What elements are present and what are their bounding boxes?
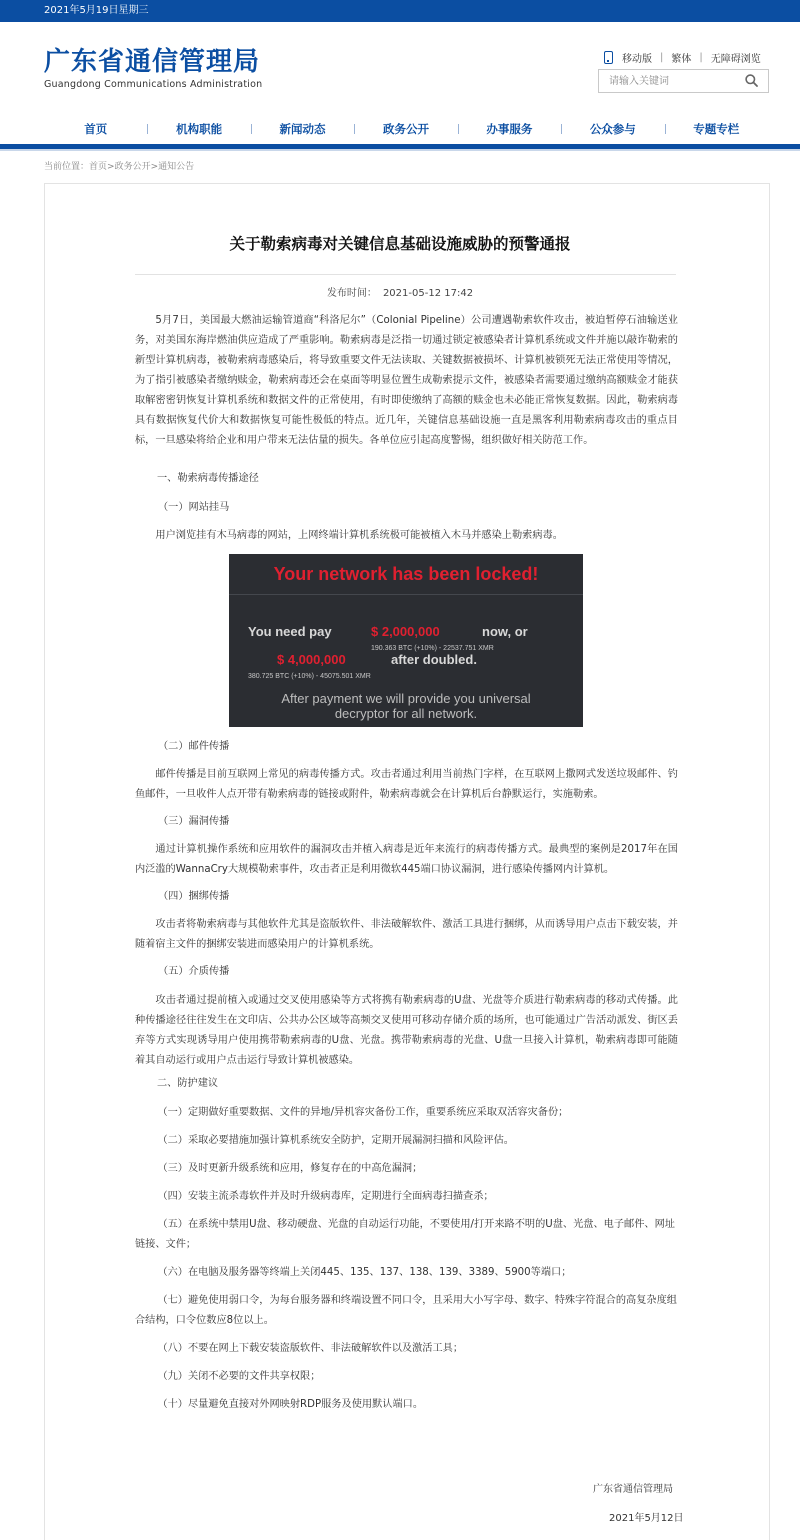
suggestion-item: （五）在系统中禁用U盘、移动硬盘、光盘的自动运行功能，不要使用/打开来路不明的U盘、光盘、电子邮件、网址链接、文件； xyxy=(135,1219,675,1250)
subheading-bundling: （四）捆绑传播 xyxy=(158,891,230,902)
ransom-note-image xyxy=(229,554,583,727)
suggestion-item: （七）避免使用弱口令，为每台服务器和终端设置不同口令，且采用大小写字母、数字、特殊字符混合的高复杂度组合结构，口令位数应8位以上。 xyxy=(135,1295,677,1326)
title-divider xyxy=(135,274,676,275)
nav-item-public-participation[interactable]: 公众参与 xyxy=(561,118,664,140)
suggestion-item: （六）在电脑及服务器等终端上关闭445、135、137、138、139、3389、5900等端口； xyxy=(157,1267,572,1278)
signature-date: 2021年5月12日 xyxy=(609,1513,684,1524)
mobile-version-link[interactable]: 移动版 xyxy=(622,53,652,65)
nav-underline-light xyxy=(0,149,800,151)
paragraph-email: 邮件传播是目前互联网上常见的病毒传播方式。攻击者通过利用当前热门字样，在互联网上撒网式发送垃圾邮件、钓鱼邮件，一旦收件人点开带有勒索病毒的链接或附件，勒索病毒就会在计算机后台静默运行，实施勒索。 xyxy=(135,769,678,800)
paragraph-media: 攻击者通过提前植入或通过交叉使用感染等方式将携有勒索病毒的U盘、光盘等介质进行勒索病毒的移动式传播。此种传播途径往往发生在文印店、公共办公区域等高频交叉使用可移动存储介质的场所，也可能通过广告活动派发、街区丢弃等方式实现诱导用户使用携带勒索病毒的U盘、光盘。携带勒索病毒的光盘、U盘一旦接入计算机，勒索病毒即可能随着其自动运行或用户点击运行导致计算机被感染。 xyxy=(135,995,678,1066)
breadcrumb-item-home[interactable]: 首页 xyxy=(89,162,108,172)
suggestion-item: （一）定期做好重要数据、文件的异地/异机容灾备份工作，重要系统应采取双活容灾备份； xyxy=(157,1107,569,1118)
suggestion-item: （八）不要在网上下载安装盗版软件、非法破解软件以及激活工具； xyxy=(157,1343,464,1354)
suggestion-item: （三）及时更新升级系统和应用，修复存在的中高危漏洞； xyxy=(157,1163,423,1174)
main-nav xyxy=(0,118,800,144)
current-date: 2021年5月19日星期三 xyxy=(44,5,149,16)
publish-time-label: 发布时间： xyxy=(326,288,377,299)
paragraph-website: 用户浏览挂有木马病毒的网站，上网终端计算机系统极可能被植入木马并感染上勒索病毒。 xyxy=(155,530,563,541)
quick-link-divider: | xyxy=(660,51,664,63)
subheading-website: （一）网站挂马 xyxy=(158,502,230,513)
publish-time-value: 2021-05-12 17:42 xyxy=(382,288,474,299)
quick-links xyxy=(604,49,761,65)
ransom-divider xyxy=(229,594,583,595)
ransom-footer-2: decryptor for all network. xyxy=(334,706,478,721)
ransom-now-or-text: now, or xyxy=(482,624,528,639)
article-intro: 5月7日，美国最大燃油运输管道商“科洛尼尔”（Colonial Pipeline）公司遭遇勒索软件攻击，被迫暂停石油输送业务，对美国东海岸燃油供应造成了严重影响。勒索病毒是泛指一切通过锁定被感染者计算机系统或文件并施以敲诈勒索的新型计算机病毒，被勒索病毒感染后，将导致重要文件无法读取、关键数据被损坏、计算机被锁死无法正常使用等情况，为了指引被感染者缴纳赎金，勒索病毒还会在桌面等明显位置生成勒索提示文件，被感染者需要通过缴纳高额赎金才能获取解密密钥恢复计算机系统和数据文件的正常使用，有时即使缴纳了高额的赎金也未必能正常恢复数据。因此，勒索病毒具有数据恢复代价大和数据恢复可能性极低的特点。近几年，关键信息基础设施一直是黑客利用勒索病毒攻击的重点目标，一旦感染将给企业和用户带来无法估量的损失。各单位应引起高度警惕，组织做好相关防范工作。 xyxy=(135,315,678,446)
breadcrumb xyxy=(44,161,194,173)
ransom-headline: Your network has been locked! xyxy=(273,564,539,584)
site-logo-subtitle: Guangdong Communications Administration xyxy=(44,79,263,90)
nav-item-functions[interactable]: 机构职能 xyxy=(147,118,250,140)
ransom-footer-1: After payment we will provide you universal xyxy=(281,691,531,706)
ransom-crypto-1: 190.363 BTC (+10%) - 22537.751 XMR xyxy=(371,645,494,652)
subheading-email: （二）邮件传播 xyxy=(158,741,230,752)
search-box xyxy=(598,69,769,93)
ransom-amount-1: $ 2,000,000 xyxy=(371,624,440,639)
suggestion-item: （二）采取必要措施加强计算机系统安全防护，定期开展漏洞扫描和风险评估。 xyxy=(157,1135,514,1146)
top-bar xyxy=(0,0,800,22)
nav-item-home[interactable]: 首页 xyxy=(84,122,108,136)
breadcrumb-separator: > xyxy=(107,162,115,172)
ransom-pay-text: You need pay xyxy=(248,624,332,639)
nav-item-government-affairs[interactable]: 政务公开 xyxy=(354,118,457,140)
breadcrumb-separator: > xyxy=(150,162,159,172)
ransom-doubled-text: after doubled. xyxy=(391,652,477,667)
paragraph-vulnerability: 通过计算机操作系统和应用软件的漏洞攻击并植入病毒是近年来流行的病毒传播方式。最典型的案例是2017年在国内泛滥的WannaCry大规模勒索事件，攻击者正是利用微软445端口协议漏洞，进行感染传播网内计算机。 xyxy=(135,844,678,875)
search-input[interactable] xyxy=(599,70,739,92)
accessible-browsing-link[interactable]: 无障碍浏览 xyxy=(710,53,761,65)
site-logo-title[interactable]: 广东省通信管理局 xyxy=(44,47,261,77)
mobile-phone-icon xyxy=(604,51,613,64)
site-header xyxy=(0,22,800,118)
paragraph-bundling: 攻击者将勒索病毒与其他软件尤其是盗版软件、非法破解软件、激活工具进行捆绑，从而诱导用户点击下载安装，并随着宿主文件的捆绑安装进而感染用户的计算机系统。 xyxy=(135,919,678,950)
subheading-media: （五）介质传播 xyxy=(158,966,230,977)
ransom-crypto-2: 380.725 BTC (+10%) - 45075.501 XMR xyxy=(248,673,371,680)
quick-link-divider: | xyxy=(699,51,703,63)
traditional-chinese-link[interactable]: 繁体 xyxy=(671,53,692,65)
publish-time xyxy=(0,288,800,300)
nav-item-services[interactable]: 办事服务 xyxy=(458,118,561,140)
signature-organization: 广东省通信管理局 xyxy=(593,1484,673,1495)
ransom-amount-2: $ 4,000,000 xyxy=(277,652,346,667)
article-title: 关于勒索病毒对关键信息基础设施威胁的预警通报 xyxy=(229,235,571,253)
search-icon[interactable] xyxy=(745,74,758,87)
section-heading-spread: 一、勒索病毒传播途径 xyxy=(157,473,259,484)
section-heading-protection: 二、防护建议 xyxy=(157,1078,219,1089)
suggestion-item: （十）尽量避免直接对外网映射RDP服务及使用默认端口。 xyxy=(157,1399,424,1410)
suggestion-item: （四）安装主流杀毒软件并及时升级病毒库，定期进行全面病毒扫描查杀； xyxy=(157,1191,494,1202)
breadcrumb-item-notices[interactable]: 通知公告 xyxy=(158,162,195,172)
subheading-vulnerability: （三）漏洞传播 xyxy=(158,816,230,827)
breadcrumb-label: 当前位置： xyxy=(44,162,90,172)
breadcrumb-item-gov[interactable]: 政务公开 xyxy=(114,162,151,172)
nav-item-special-topics[interactable]: 专题专栏 xyxy=(665,118,768,140)
nav-item-news[interactable]: 新闻动态 xyxy=(251,118,354,140)
suggestion-item: （九）关闭不必要的文件共享权限； xyxy=(157,1371,321,1382)
